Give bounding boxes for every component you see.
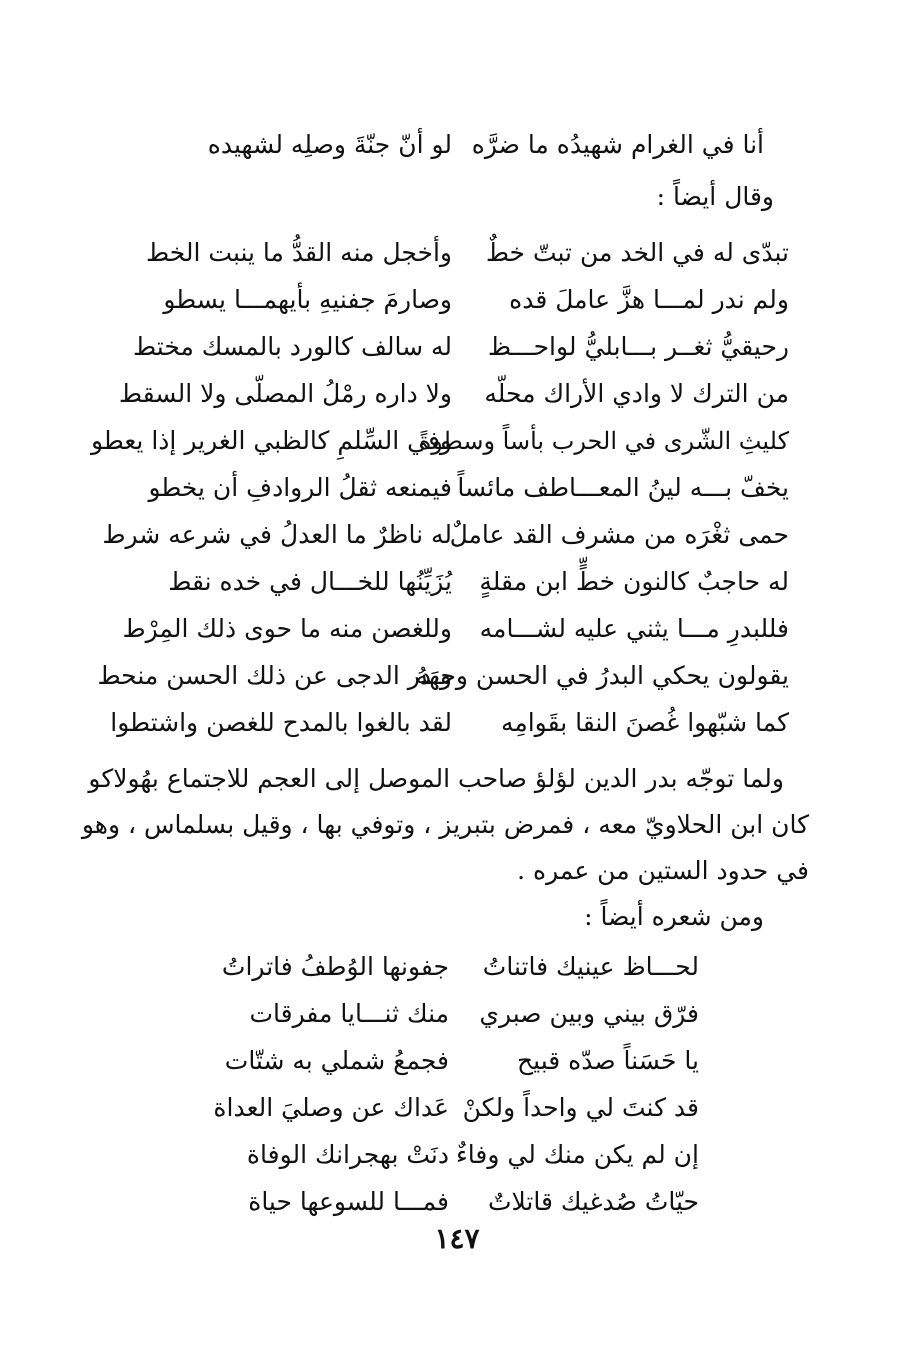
prose-line-0: ولما توجّه بدر الدين لؤلؤ صاحب الموصل إلى العجم للاجتماع بهُولاكو xyxy=(88,764,784,793)
intro-heading-2: ومن شعره أيضاً : xyxy=(584,902,764,931)
poem2-left-5: فمـــا للسوعها حياة xyxy=(248,1187,449,1216)
poem1-right-0: تبدّى له في الخد من تبتّ خطٌ xyxy=(485,238,789,267)
poem1-left-7: يُزَيِّنُها للخـــال في خده نقط xyxy=(168,567,452,596)
poem1-left-1: وصارمَ جفنيهِ بأيهمـــا يسطو xyxy=(163,285,452,314)
poem1-right-8: فللبدرِ مـــا يثني عليه لشـــامه xyxy=(479,614,789,643)
poem2-right-5: حيّاتُ صُدغيك قاتلاتٌ xyxy=(487,1187,699,1216)
poem2-right-3: قد كنتَ لي واحداً ولكنْ xyxy=(462,1093,699,1122)
poem2-left-1: منك ثنـــايا مفرقات xyxy=(249,999,449,1028)
poem1-right-6: حمى ثغْرَه من مشرف القد عاملٌ xyxy=(449,520,789,549)
poem1-left-4: وفي السِّلمِ كالظبي الغرير إذا يعطو xyxy=(90,426,452,455)
poem2-right-1: فرّق بيني وبين صبري xyxy=(479,999,699,1028)
poem2-left-0: جفونها الوُطفُ فاتراتُ xyxy=(221,952,449,981)
poem2-right-0: لحـــاظ عينيك فاتناتُ xyxy=(482,952,699,981)
poem2-right-2: يا حَسَناً صدّه قبيح xyxy=(517,1046,699,1075)
top-verse-right: أنا في الغرام شهيدُه ما ضرَّه xyxy=(471,130,764,159)
poem1-left-6: له ناظرٌ ما العدلُ في شرعه شرط xyxy=(102,520,452,549)
top-verse-left: لو أنّ جنّةَ وصلِه لشهيده xyxy=(207,130,452,159)
poem1-left-10: لقد بالغوا بالمدح للغصن واشتطوا xyxy=(110,708,452,737)
poem1-right-3: من الترك لا وادي الأراك محلّه xyxy=(484,379,789,408)
poem1-left-9: وبدر الدجى عن ذلك الحسن منحط xyxy=(97,661,452,690)
poem2-right-4: إن لم يكن منك لي وفاءٌ xyxy=(456,1140,699,1169)
prose-line-2: في حدود الستين من عمره . xyxy=(517,856,809,885)
page-number: ١٤٧ xyxy=(434,1222,480,1255)
poem1-right-1: ولم ندر لمـــا هزَّ عاملَ قده xyxy=(509,285,789,314)
poem1-left-5: فيمنعه ثقلُ الروادفِ أن يخطو xyxy=(148,473,452,502)
poem1-right-4: كليثِ الشّرى في الحرب بأساً وسطوةً xyxy=(418,427,789,455)
poem2-left-2: فجمعُ شملي به شتّات xyxy=(224,1046,449,1075)
intro-heading-1: وقال أيضاً : xyxy=(656,182,774,211)
poem1-right-2: رحيقيُّ ثغــر بـــابليُّ لواحـــظ xyxy=(487,332,789,361)
poem2-left-4: دنَتْ بهجرانك الوفاة xyxy=(246,1140,449,1169)
poem1-left-3: ولا داره رمْلُ المصلّى ولا السقط xyxy=(118,379,452,408)
poem1-right-10: كما شبّهوا غُصنَ النقا بقَوامِه xyxy=(500,708,789,737)
poem1-left-0: وأخجل منه القدُّ ما ينبت الخط xyxy=(146,238,452,267)
poem2-left-3: عَداك عن وصليَ العداة xyxy=(213,1093,449,1122)
poem1-right-5: يخفّ بـــه لينُ المعـــاطف مائساً xyxy=(457,473,789,502)
poem1-left-2: له سالف كالورد بالمسك مختط xyxy=(133,332,452,361)
poem1-left-8: وللغصن منه ما حوى ذلك المِرْط xyxy=(122,614,452,643)
poem1-right-7: له حاجبٌ كالنون خطٍّ ابن مقلةٍ xyxy=(479,567,789,596)
poem1-right-9: يقولون يحكي البدرُ في الحسن وجهَهُ xyxy=(415,661,789,690)
prose-line-1: كان ابن الحلاويّ معه ، فمرض بتبريز ، وتوفي بها ، وقيل بسلماس ، وهو xyxy=(81,810,809,839)
